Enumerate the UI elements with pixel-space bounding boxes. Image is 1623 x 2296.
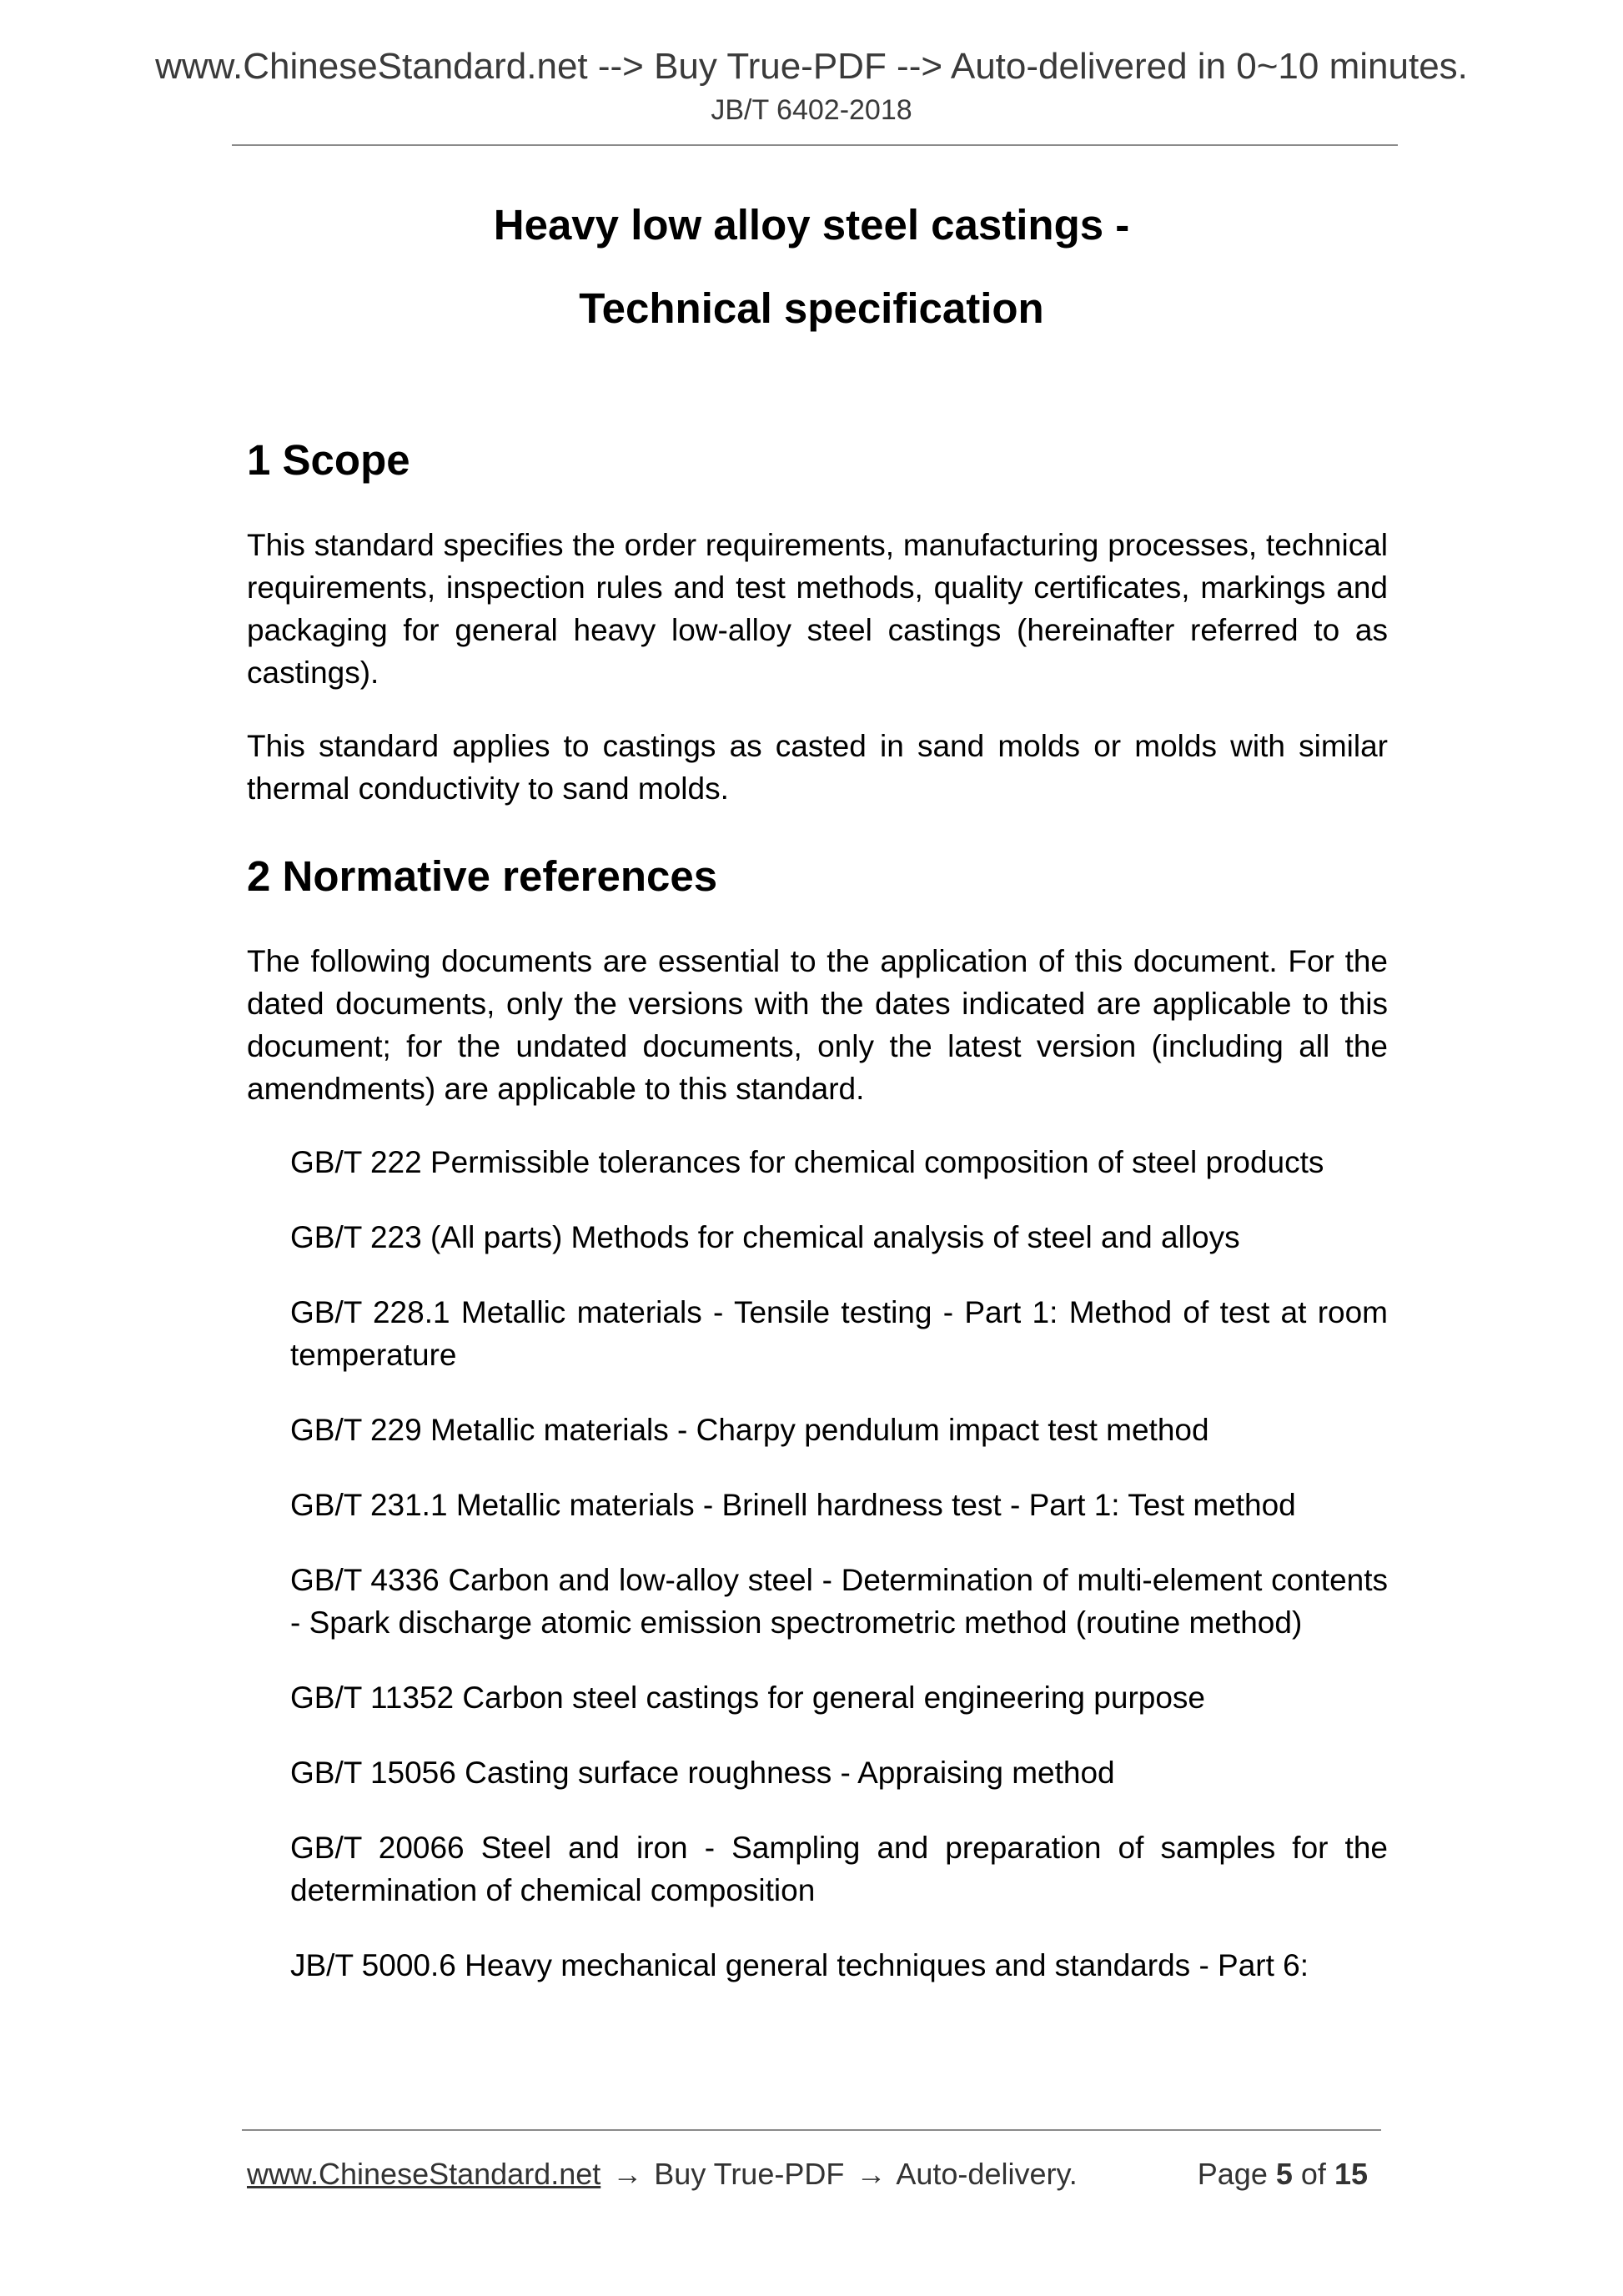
document-title-line2: Technical specification <box>579 284 1044 332</box>
reference-item: GB/T 11352 Carbon steel castings for general engineering purpose <box>290 1681 1205 1715</box>
reference-item: GB/T 222 Permissible tolerances for chemical composition of steel products <box>290 1145 1324 1179</box>
arrow-right-icon: → <box>856 2157 887 2191</box>
reference-item: GB/T 231.1 Metallic materials - Brinell hardness test - Part 1: Test method <box>290 1488 1296 1522</box>
scope-paragraph: This standard specifies the order requirements, manufacturing processes, technical requirements, inspection rules and test methods, quality certificates, markings and packaging for general heavy low-alloy steel castings (hereinafter referred to as castings). <box>247 528 1388 690</box>
document-title-line1: Heavy low alloy steel castings - <box>493 201 1130 249</box>
reference-list <box>247 1141 1388 1987</box>
page-current-number: 5 <box>1275 2157 1293 2191</box>
footer-divider <box>242 2129 1381 2131</box>
footer-auto-text: Auto-delivery. <box>896 2157 1078 2191</box>
section-heading-normative-references: 2 Normative references <box>247 852 718 900</box>
section-heading-scope: 1 Scope <box>247 436 410 484</box>
header-standard-number: JB/T 6402-2018 <box>711 94 912 126</box>
arrow-right-icon: → <box>612 2157 643 2191</box>
reference-item: GB/T 223 (All parts) Methods for chemical analysis of steel and alloys <box>290 1220 1240 1254</box>
scope-paragraph: This standard applies to castings as casted in sand molds or molds with similar thermal conductivity to sand molds. <box>247 729 1388 806</box>
normative-intro-paragraph: The following documents are essential to the application of this document. For the dated documents, only the versions with the dates indicated are applicable to this document; for the undated documents, only the latest version (including all the amendments) are applicable to this standard. <box>247 944 1388 1106</box>
page-of-label: of <box>1300 2157 1326 2191</box>
footer-site-link[interactable]: www.ChineseStandard.net <box>247 2157 601 2191</box>
document-body <box>247 434 1388 1987</box>
page-total-number: 15 <box>1334 2157 1368 2191</box>
footer-promo <box>247 2155 1078 2193</box>
header-divider <box>232 144 1398 146</box>
footer-buy-text: Buy True-PDF <box>654 2157 845 2191</box>
page-label: Page <box>1197 2157 1268 2191</box>
reference-item: GB/T 228.1 Metallic materials - Tensile testing - Part 1: Method of test at room temperature <box>290 1295 1388 1372</box>
reference-item: GB/T 20066 Steel and iron - Sampling and preparation of samples for the determination of chemical composition <box>290 1831 1388 1907</box>
reference-item: GB/T 15056 Casting surface roughness - Appraising method <box>290 1756 1115 1790</box>
header-promo-text[interactable]: www.ChineseStandard.net --> Buy True-PDF --> Auto-delivered in 0~10 minutes. <box>155 46 1468 87</box>
reference-item: GB/T 229 Metallic materials - Charpy pendulum impact test method <box>290 1413 1209 1447</box>
page-header <box>0 43 1623 128</box>
page-number-indicator <box>1198 2155 1368 2193</box>
reference-item: GB/T 4336 Carbon and low-alloy steel - Determination of multi-element contents - Spark discharge atomic emission spectrometric method (routine method) <box>290 1563 1388 1640</box>
reference-item: JB/T 5000.6 Heavy mechanical general techniques and standards - Part 6: <box>290 1948 1309 1982</box>
